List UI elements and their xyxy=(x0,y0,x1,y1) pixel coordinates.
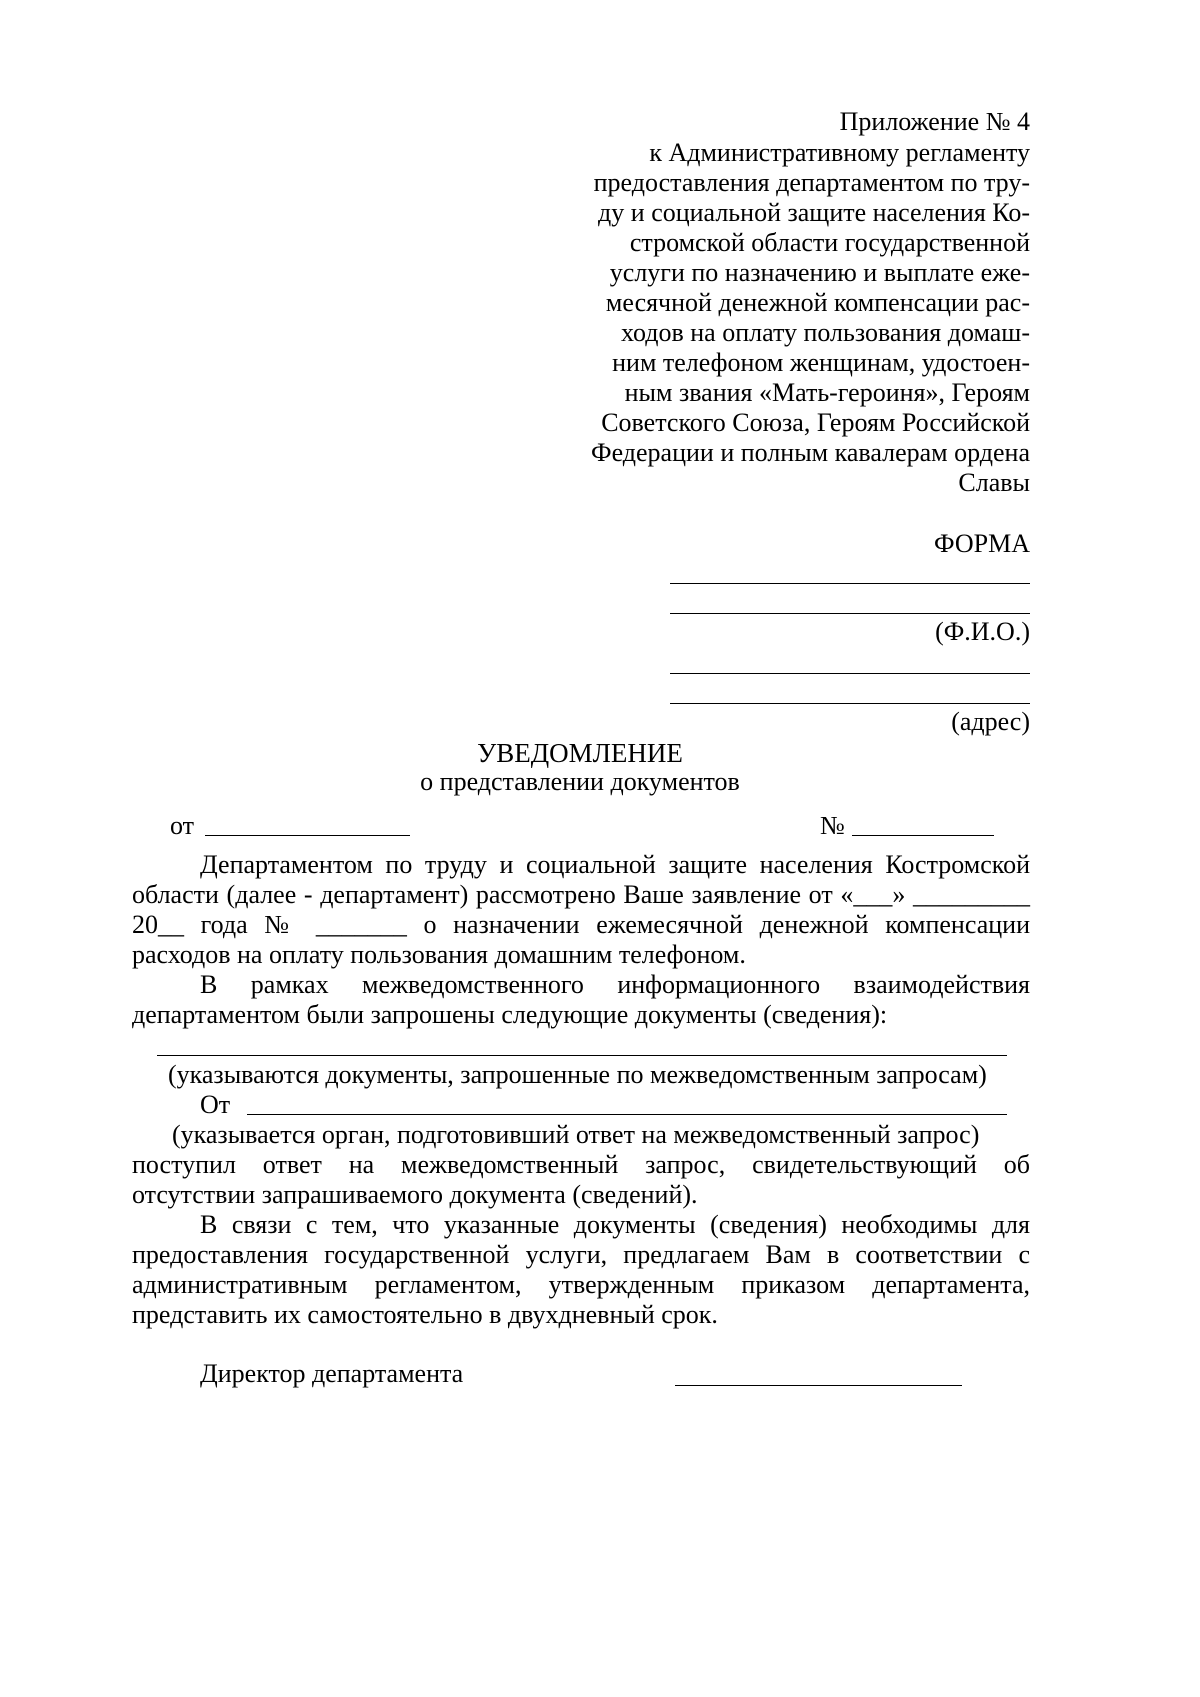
appendix-line: Славы xyxy=(958,468,1030,497)
paragraph-line: департаментом были запрошены следующие документы (сведения): xyxy=(132,1000,888,1029)
appendix-line: ным звания «Мать-героиня», Героям xyxy=(624,378,1030,407)
organ-caption: (указывается орган, подготовивший ответ на межведомственный запрос) xyxy=(172,1120,980,1149)
appendix-line: ду и социальной защите населения Ко- xyxy=(598,198,1030,227)
paragraph-line: административным регламентом, утвержденным приказом департамента, xyxy=(132,1270,1030,1299)
date-blank-line[interactable] xyxy=(205,835,410,836)
documents-blank-line[interactable] xyxy=(157,1055,1007,1056)
paragraph-line: поступил ответ на межведомственный запрос, свидетельствующий об xyxy=(132,1150,1030,1179)
paragraph-line: предоставления государственной услуги, предлагаем Вам в соответствии с xyxy=(132,1240,1030,1269)
fio-blank-line-2[interactable] xyxy=(670,613,1030,614)
number-blank-line[interactable] xyxy=(852,835,994,836)
appendix-line: стромской области государственной xyxy=(629,228,1030,257)
paragraph-line: Департаментом по труду и социальной защите населения Костромской xyxy=(200,850,1030,879)
appendix-line: Советского Союза, Героям Российской xyxy=(601,408,1030,437)
date-from-label: от xyxy=(170,811,195,840)
paragraph-line: области (далее - департамент) рассмотрено Ваше заявление от «___» _________ xyxy=(132,880,1030,909)
paragraph-line: представить их самостоятельно в двухдневный срок. xyxy=(132,1300,718,1329)
appendix-line: услуги по назначению и выплате еже- xyxy=(609,258,1030,287)
number-label: № xyxy=(820,811,845,840)
address-label: (адрес) xyxy=(951,707,1030,736)
page-title: УВЕДОМЛЕНИЕ xyxy=(477,738,683,768)
appendix-line: ним телефоном женщинам, удостоен- xyxy=(612,348,1030,377)
appendix-line: Федерации и полным кавалерам ордена xyxy=(591,438,1030,467)
organ-blank-line[interactable] xyxy=(247,1114,1007,1115)
appendix-line: ходов на оплату пользования домаш- xyxy=(620,318,1030,347)
appendix-line: к Административному регламенту xyxy=(649,138,1030,167)
paragraph-line: отсутствии запрашиваемого документа (сведений). xyxy=(132,1180,698,1209)
address-blank-line-1[interactable] xyxy=(670,673,1030,674)
paragraph-line: 20__ года № _______ о назначении ежемесячной денежной компенсации xyxy=(132,910,1030,939)
appendix-line: предоставления департаментом по тру- xyxy=(593,168,1030,197)
fio-blank-line-1[interactable] xyxy=(670,583,1030,584)
form-label: ФОРМА xyxy=(934,529,1030,558)
signature-blank-line[interactable] xyxy=(675,1385,962,1386)
appendix-line: Приложение № 4 xyxy=(839,107,1030,136)
signature-label: Директор департамента xyxy=(200,1359,464,1388)
documents-caption: (указываются документы, запрошенные по межведомственным запросам) xyxy=(168,1060,987,1089)
fio-label: (Ф.И.О.) xyxy=(935,617,1030,646)
paragraph-line: В связи с тем, что указанные документы (сведения) необходимы для xyxy=(200,1210,1030,1239)
organ-from-label: От xyxy=(200,1090,231,1119)
page-subtitle: о представлении документов xyxy=(420,767,740,796)
paragraph-line: расходов на оплату пользования домашним телефоном. xyxy=(132,940,746,969)
appendix-line: месячной денежной компенсации рас- xyxy=(605,288,1030,317)
address-blank-line-2[interactable] xyxy=(670,703,1030,704)
paragraph-line: В рамках межведомственного информационного взаимодействия xyxy=(200,970,1030,999)
